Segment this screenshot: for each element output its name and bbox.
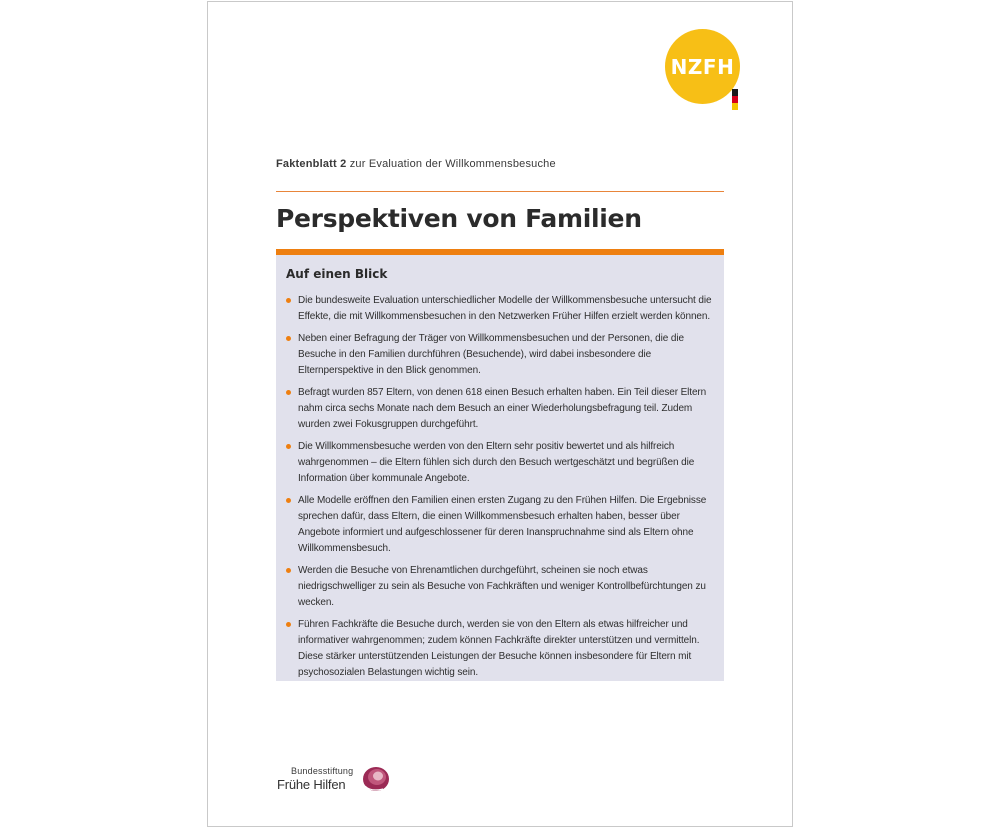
list-item: Führen Fachkräfte die Besuche durch, werden sie von den Eltern als etwas hilfreicher und informativer wahrgenommen; zudem können Fachkräfte direkter unterstützen und vermitteln. Diese stärker unterstützenden Leistungen der Besuche können insbesondere für Eltern mit psychosozialen Belastungen wichtig sein. bbox=[286, 617, 718, 681]
divider-thin bbox=[276, 191, 724, 192]
list-item: Werden die Besuche von Ehrenamtlichen durchgeführt, scheinen sie noch etwas niedrigschwelliger zu sein als Besuche von Fachkräften und weniger Kontrollbefürchtungen zu wecken. bbox=[286, 563, 718, 611]
document-subtitle bbox=[276, 158, 556, 170]
flag-stripe bbox=[732, 103, 738, 110]
summary-list bbox=[286, 293, 718, 687]
summary-heading: Auf einen Blick bbox=[286, 267, 388, 281]
list-item: Die Willkommensbesuche werden von den Eltern sehr positiv bewertet und als hilfreich wahrgenommen – die Eltern fühlen sich durch den Besuch wertgeschätzt und begrüßen die Information über kommunale Angebote. bbox=[286, 439, 718, 487]
german-flag-icon bbox=[732, 89, 738, 111]
flag-stripe bbox=[732, 89, 738, 96]
flag-stripe bbox=[732, 96, 738, 103]
logo-text: NZFH bbox=[670, 54, 735, 79]
subtitle-rest: zur Evaluation der Willkommensbesuche bbox=[346, 158, 556, 170]
nzfh-logo bbox=[665, 29, 740, 104]
foundation-name-line2: Frühe Hilfen bbox=[277, 777, 346, 792]
foundation-swirl-icon bbox=[361, 762, 391, 794]
list-item: Befragt wurden 857 Eltern, von denen 618 einen Besuch erhalten haben. Ein Teil dieser Eltern nahm circa sechs Monate nach dem Besuch an einer Wiederholungsbefragung teil. Zudem wurden zwei Fokusgruppen durchgeführt. bbox=[286, 385, 718, 433]
list-item: Alle Modelle eröffnen den Familien einen ersten Zugang zu den Frühen Hilfen. Die Ergebnisse sprechen dafür, dass Eltern, die einen Willkommensbesuch erhalten haben, besser über Angebote informiert und aufgeschlossener für deren Inanspruchnahme sind als Eltern ohne Willkommensbesuch. bbox=[286, 493, 718, 557]
list-item: Neben einer Befragung der Träger von Willkommensbesuchen und der Personen, die die Besuche in den Familien durchführen (Besuchende), wird dabei insbesondere die Elternperspektive in den Blick genommen. bbox=[286, 331, 718, 379]
list-item: Die bundesweite Evaluation unterschiedlicher Modelle der Willkommensbesuche untersucht die Effekte, die mit Willkommensbesuchen in den Netzwerken Früher Hilfen erzielt werden können. bbox=[286, 293, 718, 325]
foundation-logo bbox=[277, 762, 392, 796]
subtitle-bold: Faktenblatt 2 bbox=[276, 158, 347, 170]
page-title: Perspektiven von Familien bbox=[276, 204, 642, 233]
foundation-name-line1: Bundesstiftung bbox=[291, 766, 354, 776]
